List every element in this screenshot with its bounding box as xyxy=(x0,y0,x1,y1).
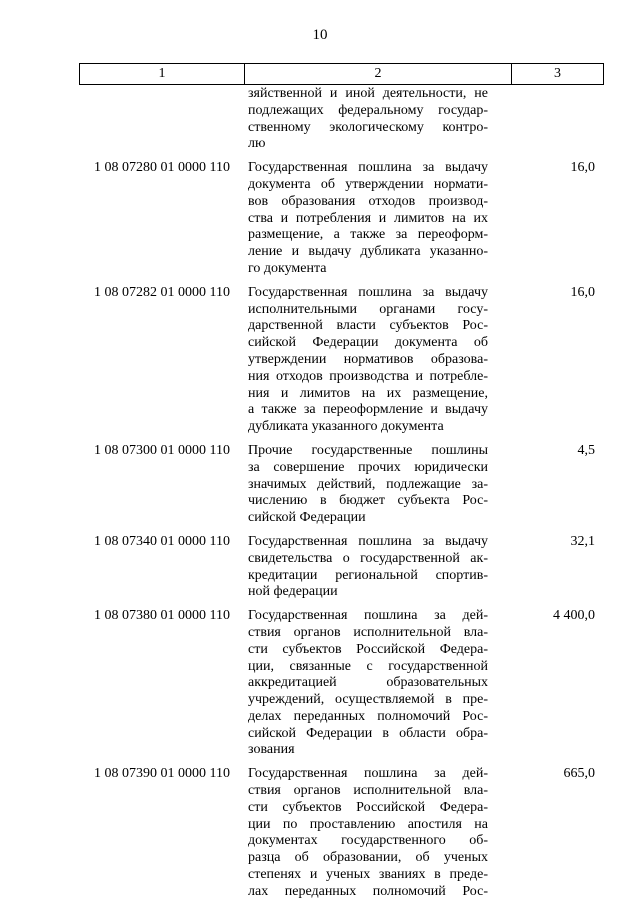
row-code: 1 08 07300 01 0000 110 xyxy=(94,442,230,458)
description-line: документа об утверждении нормати- xyxy=(248,176,488,192)
row-description xyxy=(248,608,488,759)
description-line: Государственная пошлина за выдачу xyxy=(248,160,488,176)
table-row xyxy=(0,766,640,900)
description-line: ствия органов исполнительной вла- xyxy=(248,624,488,640)
description-line: документах государственного об- xyxy=(248,833,488,849)
description-line: ствия органов исполнительной вла- xyxy=(248,783,488,799)
description-line: ства и потребления и лимитов на их xyxy=(248,210,488,226)
row-code: 1 08 07380 01 0000 110 xyxy=(94,608,230,624)
description-line: лах переданных полномочий Рос- xyxy=(248,883,488,899)
column-header-1: 1 xyxy=(80,64,245,85)
description-line: ной федерации xyxy=(248,584,338,600)
table-row xyxy=(0,443,640,527)
description-line: Государственная пошлина за дей- xyxy=(248,608,488,624)
row-description xyxy=(248,86,488,153)
description-line: кредитации региональной спортив- xyxy=(248,567,488,583)
row-value: 4,5 xyxy=(577,442,595,458)
description-line: сийской Федерации xyxy=(248,510,366,526)
table-row xyxy=(0,86,640,153)
description-line: сти субъектов Российской Федера- xyxy=(248,799,488,815)
table-row xyxy=(0,534,640,601)
description-line: зования xyxy=(248,742,295,758)
description-line: ния отходов производства и потребле- xyxy=(248,368,488,384)
description-line: ции, связанные с государственной xyxy=(248,658,488,674)
table-body xyxy=(0,86,640,908)
row-code: 1 08 07282 01 0000 110 xyxy=(94,284,230,300)
description-line: дубликата указанного документа xyxy=(248,419,444,435)
description-line: а также за переоформление и выдачу xyxy=(248,402,488,418)
table-row xyxy=(0,160,640,278)
description-line: ственному экологическому контро- xyxy=(248,119,488,135)
description-line: ление и выдачу дубликата указанно- xyxy=(248,244,488,260)
description-line: размещение, а также за переоформ- xyxy=(248,227,488,243)
row-value: 665,0 xyxy=(563,766,595,782)
description-line: за совершение прочих юридически xyxy=(248,459,488,475)
description-line: аккредитацией образовательных xyxy=(248,675,488,691)
description-line: ния и лимитов на их размещение, xyxy=(248,385,488,401)
row-value: 16,0 xyxy=(570,160,595,176)
description-line: степенях и ученых званиях в преде- xyxy=(248,867,488,883)
description-line: Государственная пошлина за выдачу xyxy=(248,284,488,300)
row-description xyxy=(248,443,488,527)
description-line: утверждении нормативов образова- xyxy=(248,351,488,367)
description-line: числению в бюджет субъекта Рос- xyxy=(248,493,488,509)
column-header-3: 3 xyxy=(512,64,604,85)
row-code: 1 08 07390 01 0000 110 xyxy=(94,766,230,782)
description-line: зяйственной и иной деятельности, не xyxy=(248,86,488,101)
description-line: Прочие государственные пошлины xyxy=(248,442,488,458)
row-value: 16,0 xyxy=(570,284,595,300)
description-line: дарственной власти субъектов Рос- xyxy=(248,318,488,334)
row-description xyxy=(248,285,488,436)
description-line: значимых действий, подлежащие за- xyxy=(248,476,488,492)
row-value: 32,1 xyxy=(570,533,595,549)
description-line: свидетельства о государственной ак- xyxy=(248,550,488,566)
description-line: разца об образовании, об ученых xyxy=(248,850,488,866)
row-description xyxy=(248,534,488,601)
description-line: лю xyxy=(248,136,266,152)
description-line: делах переданных полномочий Рос- xyxy=(248,708,488,724)
description-line: сти субъектов Российской Федера- xyxy=(248,641,488,657)
row-description xyxy=(248,766,488,900)
description-line: Государственная пошлина за выдачу xyxy=(248,533,488,549)
row-code: 1 08 07280 01 0000 110 xyxy=(94,160,230,176)
column-header-2: 2 xyxy=(245,64,512,85)
description-line: сийской Федерации документа об xyxy=(248,335,488,351)
row-code: 1 08 07340 01 0000 110 xyxy=(94,533,230,549)
description-line: исполнительными органами госу- xyxy=(248,301,488,317)
description-line: го документа xyxy=(248,260,327,276)
description-line: ции по проставлению апостиля на xyxy=(248,816,488,832)
row-description xyxy=(248,160,488,278)
table-header xyxy=(79,63,604,85)
description-line: учреждений, осуществляемой в пре- xyxy=(248,692,488,708)
table-row xyxy=(0,608,640,759)
page-number: 10 xyxy=(312,27,328,43)
row-value: 4 400,0 xyxy=(553,608,595,624)
description-line: сийской Федерации в области обра- xyxy=(248,725,488,741)
table-row xyxy=(0,285,640,436)
description-line: подлежащих федеральному государ- xyxy=(248,102,488,118)
description-line: Государственная пошлина за дей- xyxy=(248,766,488,782)
description-line: вов образования отходов производ- xyxy=(248,193,488,209)
